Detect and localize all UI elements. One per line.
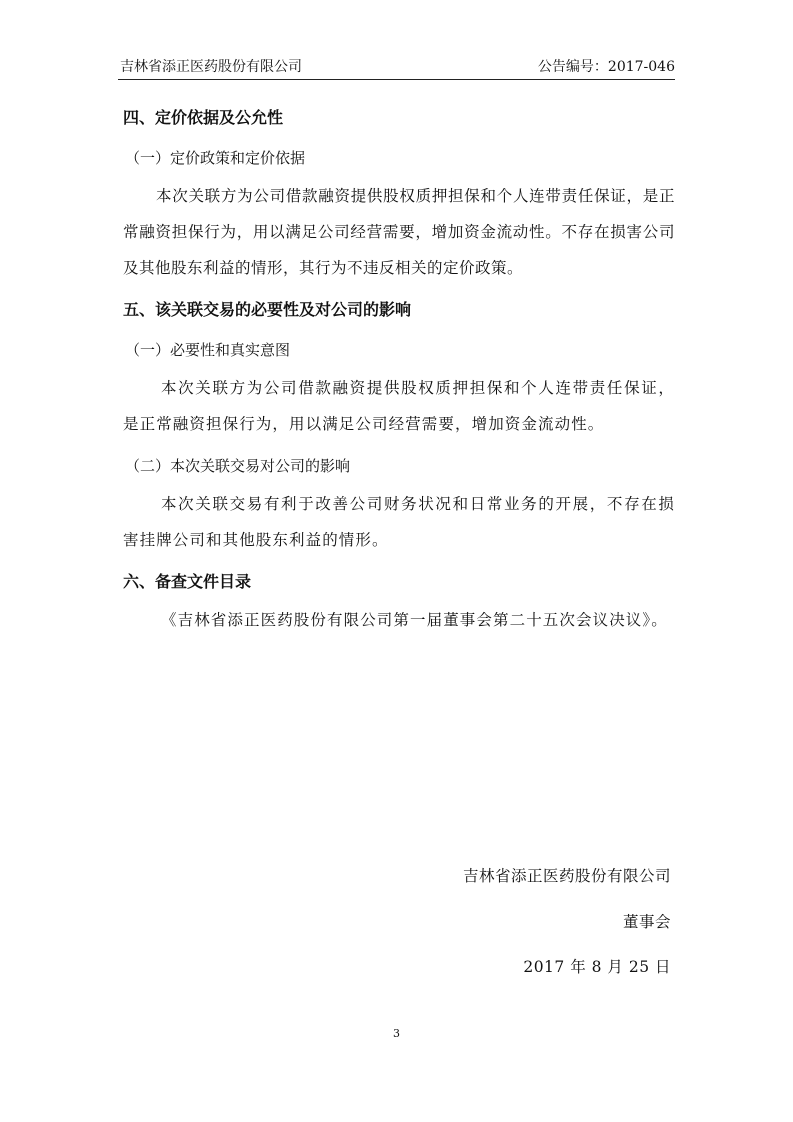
page-number: 3 (393, 1027, 400, 1040)
section-4-para1: 本次关联方为公司借款融资提供股权质押担保和个人连带责任保证，是正常融资担保行为，用以满足公司经营需要，增加资金流动性。不存在损害公司及其他股东利益的情形，其行为不违反相关的定价政策。 (123, 187, 675, 277)
section-4-sub1: （一）定价政策和定价依据 (125, 149, 306, 167)
section-4-title: 四、定价依据及公允性 (123, 108, 284, 127)
signature-company: 吉林省添正医药股份有限公司 (462, 867, 671, 885)
document-body (123, 98, 675, 642)
section-5-title: 五、该关联交易的必要性及对公司的影响 (123, 300, 412, 319)
signature-board: 董事会 (622, 913, 671, 931)
section-6-title: 六、备查文件目录 (123, 572, 252, 591)
section-5-para1: 本次关联方为公司借款融资提供股权质押担保和个人连带责任保证，是正常融资担保行为，用以满足公司经营需要，增加资金流动性。 (123, 379, 675, 433)
section-6-para1: 《吉林省添正医药股份有限公司第一届董事会第二十五次会议决议》。 (161, 611, 668, 629)
page-header (118, 57, 675, 80)
section-5-para2: 本次关联交易有利于改善公司财务状况和日常业务的开展，不存在损害挂牌公司和其他股东利益的情形。 (123, 495, 675, 549)
section-5-sub2: （二）本次关联交易对公司的影响 (125, 457, 351, 475)
signature-date: 2017 年 8 月 25 日 (523, 958, 671, 976)
section-5-sub1: （一）必要性和真实意图 (125, 341, 291, 359)
header-announcement-no: 公告编号：2017-046 (537, 59, 675, 75)
header-company: 吉林省添正医药股份有限公司 (120, 59, 302, 75)
